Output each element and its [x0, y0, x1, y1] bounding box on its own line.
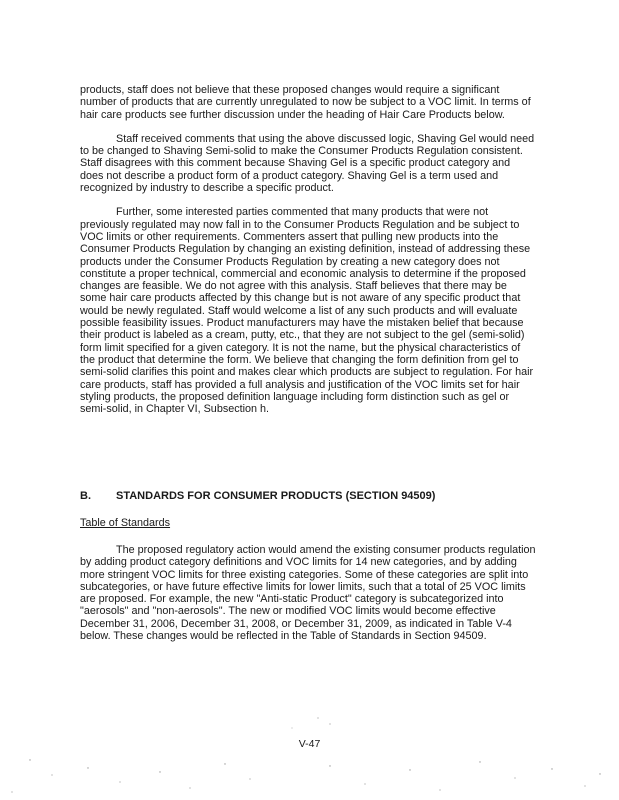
page-number: V-47: [298, 738, 321, 750]
section-number: B.: [80, 490, 91, 502]
subheading-table-of-standards: Table of Standards: [80, 517, 171, 529]
body-text-block: [80, 84, 536, 415]
section-heading: [80, 490, 536, 503]
paragraph-interested-parties: Further, some interested parties commented that many products that were not previously regulated may now fall in to the Consumer Products Regulation and be subject to VOC limits or other requirements. Commenters assert that pulling new products into the Consumer Products Regulation by changing an existing definition, instead of addressing these products under the Consumer Products Regulation by creating a new category does not constitute a proper technical, commercial and economic analysis to determine if the proposed changes are feasible. We do not agree with this analysis. Staff believes that there may be some hair care products affected by this change but is not aware of any specific product that would be newly regulated. Staff would welcome a list of any such products and will evaluate possible feasibility issues. Product manufacturers may have the mistaken belief that because their product is labeled as a cream, putty, etc., that they are not subject to the gel (semi-solid) form limit specified for a given category. It is not the name, but the physical characteristics of the product that determine the form. We believe that changing the form definition from gel to semi-solid clarifies this point and makes clear which products are subject to regulation. For hair care products, staff has provided a full analysis and justification of the VOC limits set for hair styling products, the proposed definition language including form distinction such as gel or semi-solid, in Chapter VI, Subsection h.: [80, 206, 534, 416]
paragraph-table-of-standards: The proposed regulatory action would amend the existing consumer products regulation by adding product category definitions and VOC limits for 14 new categories, and by adding more stringent VOC limits for three existing categories. Some of these categories are split into subcategories, or have future effective limits for lower limits, such that a total of 25 VOC limits are proposed. For example, the new "Anti-static Product" category is subcategorized into "aerosols" and "non-aerosols". The new or modified VOC limits would become effective December 31, 2006, December 31, 2008, or December 31, 2009, as indicated in Table V-4 below. These changes would be reflected in the Table of Standards in Section 94509.: [80, 544, 536, 643]
scan-noise: [0, 700, 619, 800]
standards-text-block: [80, 544, 536, 642]
section-title: STANDARDS FOR CONSUMER PRODUCTS (SECTION 94509): [116, 490, 436, 502]
paragraph-shaving-gel: Staff received comments that using the above discussed logic, Shaving Gel would need to be changed to Shaving Semi-solid to make the Consumer Products Regulation consistent. Staff disagrees with this comment because Shaving Gel is a specific product category and does not describe a product form of a product category. Shaving Gel is a term used and recognized by industry to describe a specific product.: [80, 132, 535, 195]
paragraph-continuation: products, staff does not believe that these proposed changes would require a significant number of products that are currently unregulated to now be subject to a VOC limit. In terms of hair care products see further discussion under the heading of Hair Care Products below.: [80, 84, 531, 121]
